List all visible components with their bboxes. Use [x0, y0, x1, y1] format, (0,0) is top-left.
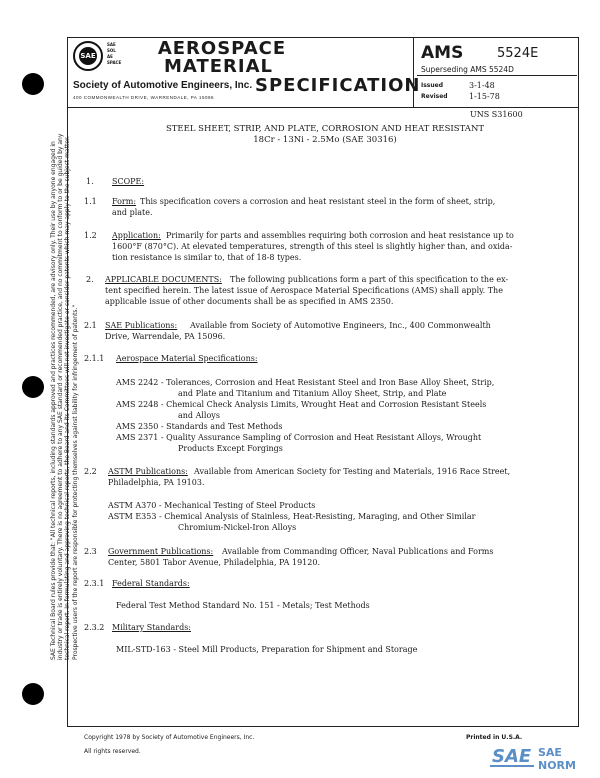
subject-line1: STEEL SHEET, STRIP, AND PLATE, CORROSION AND HEAT RESISTANT — [165, 124, 485, 134]
title-line2: MATERIAL — [164, 56, 273, 77]
section-1-1-text: This specification covers a corrosion and heat resistant steel in the form of sheet, strip, — [140, 197, 496, 206]
section-2-3-2-text: MIL-STD-163 - Steel Mill Products, Preparation for Shipment and Storage — [116, 645, 418, 654]
section-2-3-number: 2.3 — [84, 547, 97, 556]
punch-hole-top — [22, 73, 44, 95]
section-2-title: APPLICABLE DOCUMENTS: — [105, 275, 222, 284]
sae-norm-watermark — [490, 740, 600, 774]
section-2-1-text2: Drive, Warrendale, PA 15096. — [105, 332, 226, 341]
section-2-3-2-number: 2.3.2 — [84, 623, 105, 632]
logo-words: SAE SOL AE SPACE — [107, 42, 122, 65]
section-2-text3: applicable issue of other documents shall be as specified in AMS 2350. — [105, 297, 394, 306]
section-1-2-text3: tion resistance is similar to, that of 18-8 types. — [112, 253, 302, 262]
section-2-3-text2: Center, 5801 Tabor Avenue, Philadelphia, PA 19120. — [108, 558, 320, 567]
disclaimer-text: SAE Technical Board rules provide that: "All technical reports, including standards approved and practices recommended, are advisory only. Their use by anyone engaged in industry or trade is entirely voluntary. There is no agreement to adhere to any SAE standard or recommended practice, and no commitment to conform to or be guided by any technical report. In formulating and approving technical reports, the Board and its Committees will not investigate or consider patents which may apply to the subject matter. Prospective users of the report are responsible for protecting themselves against liability for infringement of patents." — [50, 133, 79, 660]
issued-label: Issued — [421, 82, 444, 89]
section-2-2-number: 2.2 — [84, 467, 97, 476]
section-2-3-1-title: Federal Standards: — [112, 579, 190, 588]
section-2-1-1-title: Aerospace Material Specifications: — [116, 354, 258, 363]
section-1-2-title: Application: — [112, 231, 161, 240]
spec-header — [67, 37, 579, 107]
issued-date: 3-1-48 — [469, 81, 495, 90]
astm-ref-1: ASTM A370 - Mechanical Testing of Steel Products — [108, 501, 316, 510]
section-2-1-1-number: 2.1.1 — [84, 354, 105, 363]
rights-reserved: All rights reserved. — [84, 748, 141, 755]
printed-in: Printed in U.S.A. — [466, 734, 523, 741]
astm-ref-2: ASTM E353 - Chemical Analysis of Stainless, Heat-Resisting, Maraging, and Other Similar — [108, 512, 476, 521]
section-2-2-text2: Philadelphia, PA 19103. — [108, 478, 205, 487]
punch-hole-bottom — [22, 683, 44, 705]
ams-ref-4-cont: Products Except Forgings — [178, 444, 283, 453]
header-left — [67, 37, 421, 107]
section-2-1-text: Available from Society of Automotive Engineers, Inc., 400 Commonwealth — [190, 321, 491, 330]
sae-norm-label: SAE NORM — [538, 746, 576, 772]
svg-text:SAE: SAE — [492, 746, 532, 767]
ams-label: AMS — [421, 43, 464, 63]
ams-ref-3: AMS 2350 - Standards and Test Methods — [116, 422, 283, 431]
ams-ref-2: AMS 2248 - Chemical Check Analysis Limits, Wrought Heat and Corrosion Resistant Steels — [116, 400, 487, 409]
section-2-1-number: 2.1 — [84, 321, 97, 330]
section-2-3-title: Government Publications: — [108, 547, 214, 556]
section-1-1-number: 1.1 — [84, 197, 97, 206]
header-bottom-rule — [67, 107, 579, 108]
header-right — [417, 37, 577, 107]
punch-hole-middle — [22, 376, 44, 398]
section-1-2-number: 1.2 — [84, 231, 97, 240]
ams-ref-1-cont: and Plate and Titanium and Titanium Alloy Sheet, Strip, and Plate — [178, 389, 447, 398]
section-2-3-1-number: 2.3.1 — [84, 579, 105, 588]
section-1-2-text: Primarily for parts and assemblies requiring both corrosion and heat resistance up to — [166, 231, 514, 240]
section-2-2-text: Available from American Society for Testing and Materials, 1916 Race Street, — [194, 467, 511, 476]
subject-line2: 18Cr - 13Ni - 2.5Mo (SAE 30316) — [253, 135, 397, 145]
astm-ref-2-cont: Chromium-Nickel-Iron Alloys — [178, 523, 297, 532]
superseding-note: Superseding AMS 5524D — [421, 65, 514, 74]
revised-label: Revised — [421, 93, 448, 100]
section-2-1-title: SAE Publications: — [105, 321, 178, 330]
ams-ref-2-cont: and Alloys — [178, 411, 220, 420]
section-1-1-text2: and plate. — [112, 208, 153, 217]
ams-number: 5524E — [497, 46, 539, 61]
section-2-text2: tent specified herein. The latest issue of Aerospace Material Specifications (AMS) shall apply. The — [105, 286, 503, 295]
society-address: 400 COMMONWEALTH DRIVE, WARRENDALE, PA 15096 — [73, 95, 214, 100]
title-line1: AEROSPACE — [157, 38, 287, 59]
section-2-3-2-title: Military Standards: — [112, 623, 191, 632]
section-2-number: 2. — [86, 275, 94, 284]
section-2-3-1-text: Federal Test Method Standard No. 151 - Metals; Test Methods — [116, 601, 370, 610]
ams-ref-4: AMS 2371 - Quality Assurance Sampling of Corrosion and Heat Resistant Alloys, Wrought — [116, 433, 482, 442]
revised-date: 1-15-78 — [469, 92, 500, 101]
sae-logo — [73, 41, 103, 71]
sae-logo-mark: SAE — [79, 47, 97, 65]
section-2-text: The following publications form a part of this specification to the ex- — [230, 275, 509, 284]
uns-number: UNS S31600 — [470, 110, 523, 119]
section-2-3-text: Available from Commanding Officer, Naval Publications and Forms — [222, 547, 494, 556]
section-2-2-title: ASTM Publications: — [108, 467, 188, 476]
ams-ref-1: AMS 2242 - Tolerances, Corrosion and Heat Resistant Steel and Iron Base Alloy Sheet, Strip, — [116, 378, 495, 387]
section-1-title: SCOPE: — [112, 177, 145, 186]
section-1-2-text2: 1600°F (870°C). At elevated temperatures, strength of this steel is slightly higher than, and oxida- — [112, 242, 513, 251]
header-divider — [417, 75, 577, 76]
section-1-number: 1. — [86, 177, 94, 186]
title-line3: SPECIFICATION — [255, 75, 421, 96]
copyright: Copyright 1978 by Society of Automotive Engineers, Inc. — [84, 734, 255, 741]
section-1-1-title: Form: — [112, 197, 137, 206]
society-name: Society of Automotive Engineers, Inc. — [73, 80, 253, 91]
